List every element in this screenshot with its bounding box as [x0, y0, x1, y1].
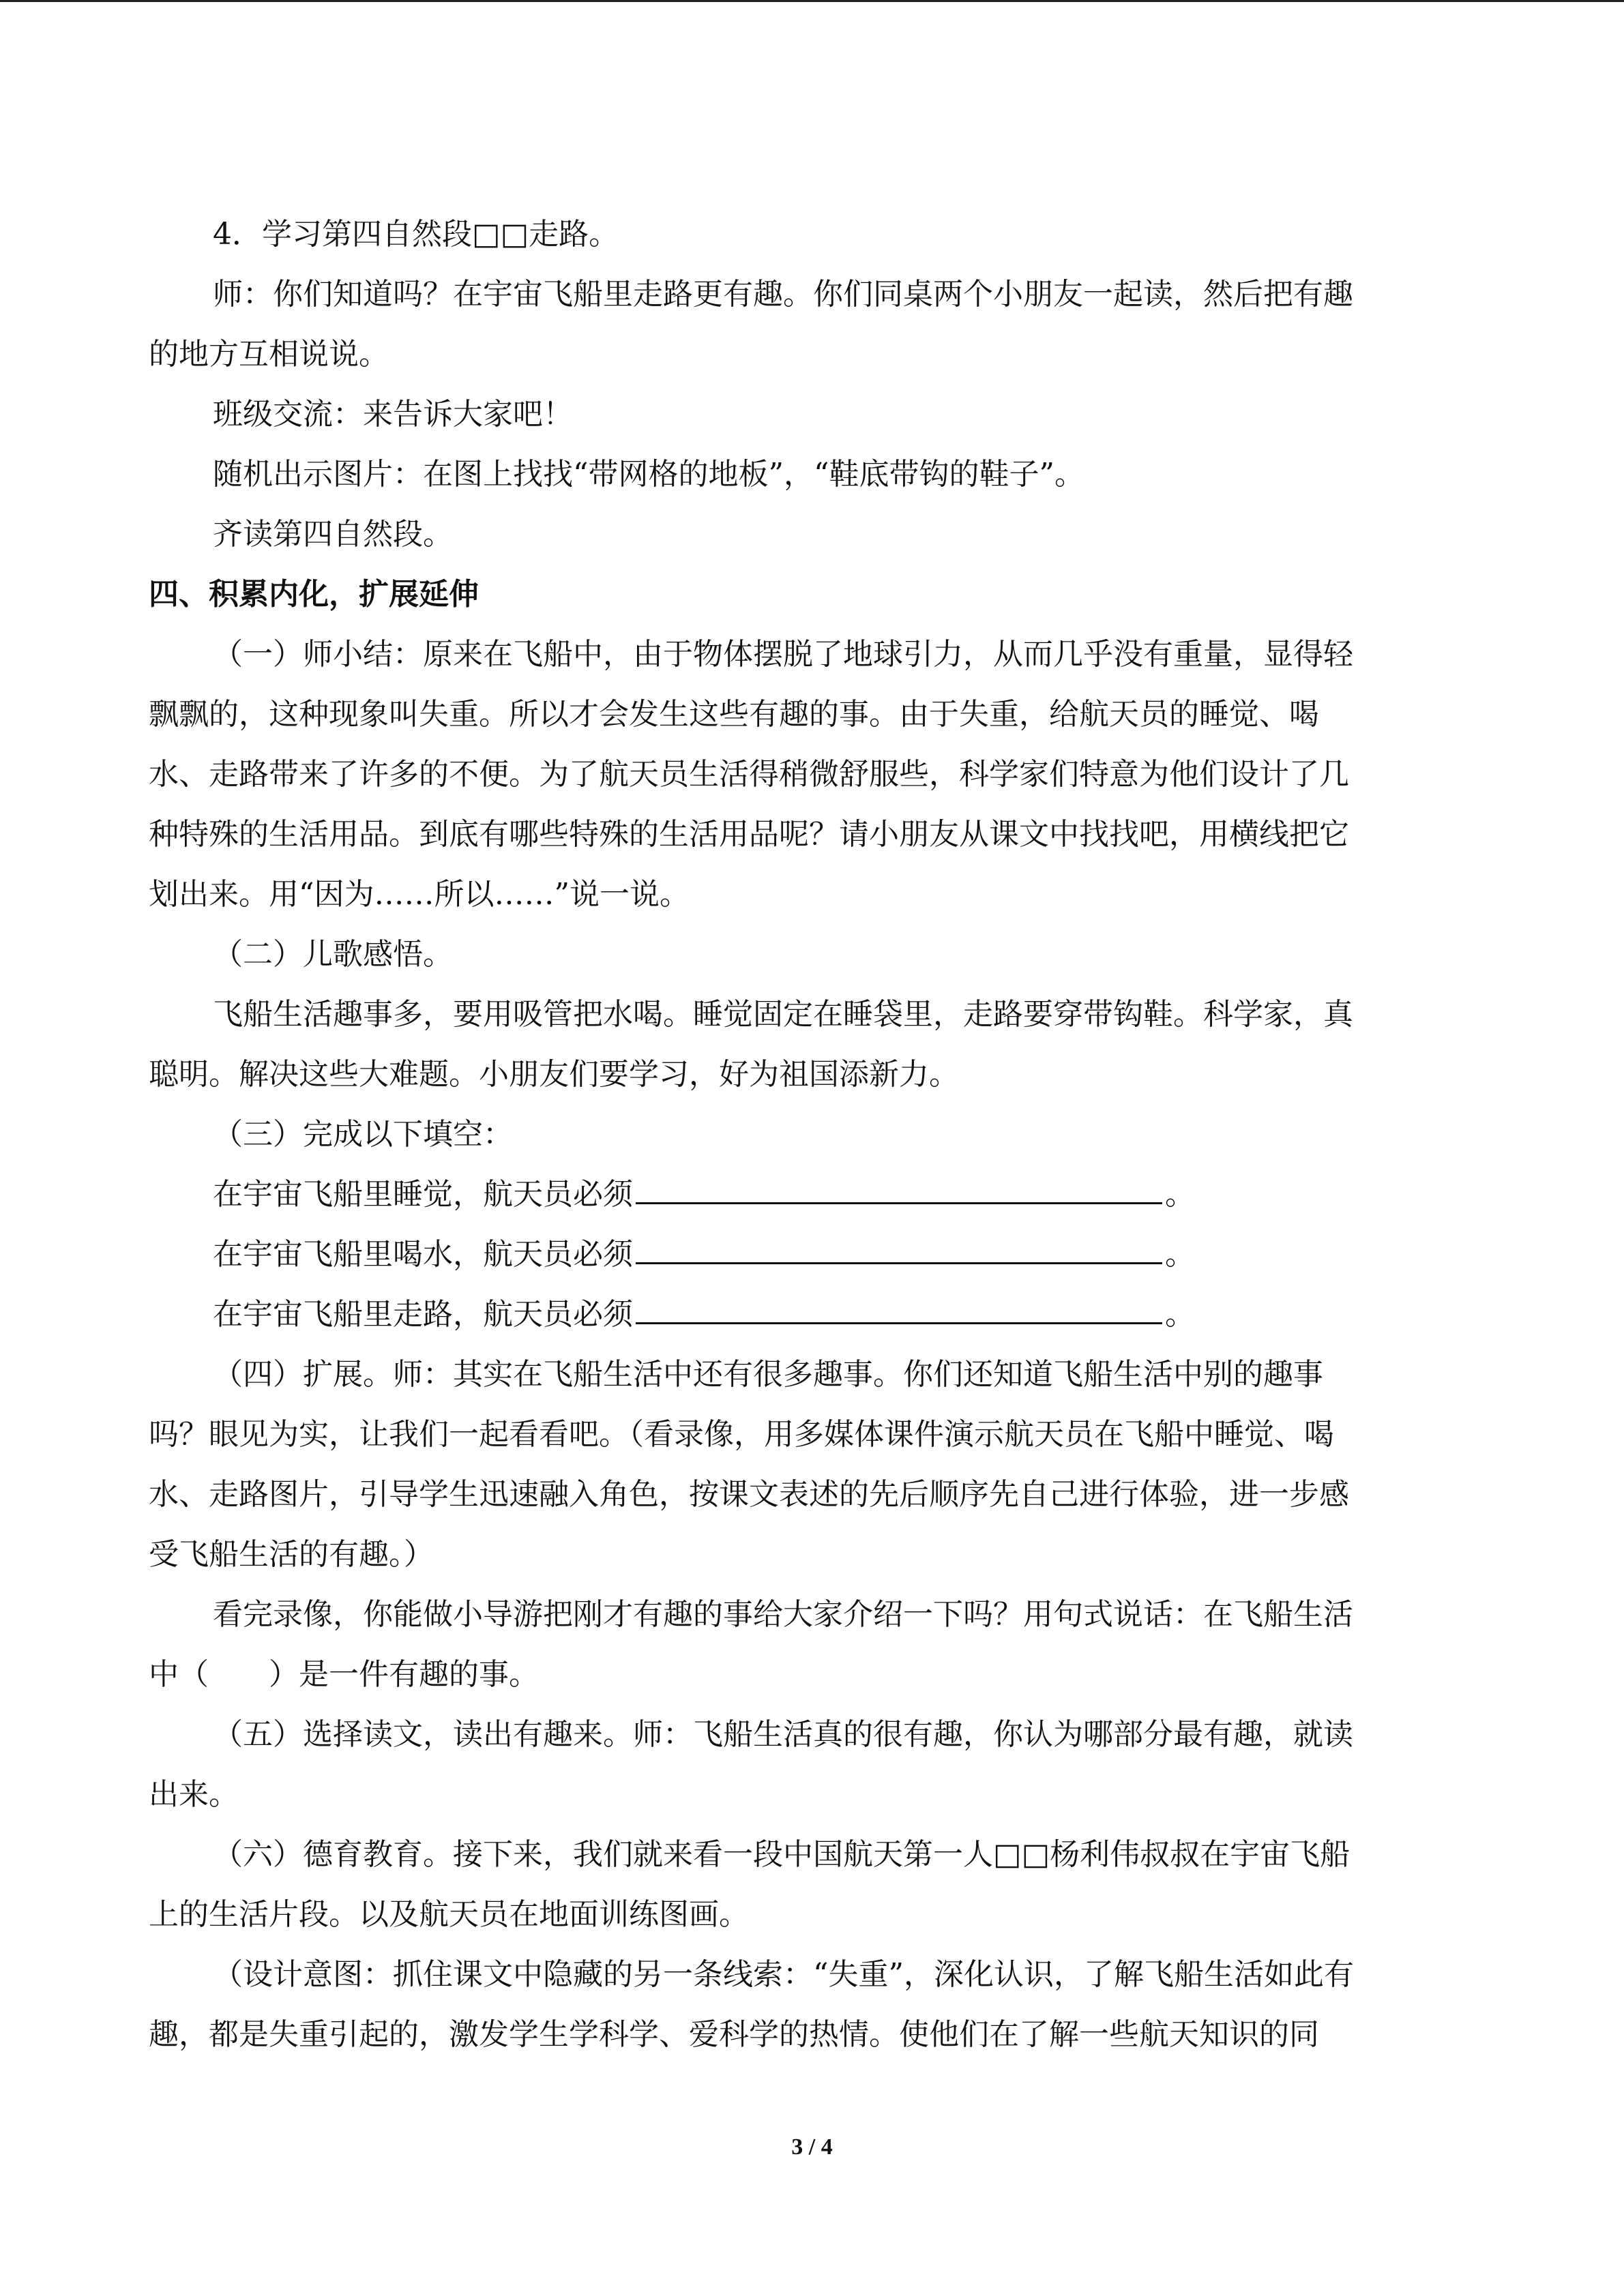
fill-blank-prefix: 在宇宙飞船里睡觉，航天员必须: [213, 1177, 633, 1212]
paragraph-line: 中（ ）是一件有趣的事。: [149, 1657, 539, 1692]
paragraph-line: 水、走路带来了许多的不便。为了航天员生活得稍微舒服些，科学家们特意为他们设计了几: [149, 757, 1349, 792]
paragraph-line: 吗？眼见为实，让我们一起看看吧。（看录像，用多媒体课件演示航天员在飞船中睡觉、喝: [149, 1417, 1334, 1452]
paragraph-line: 随机出示图片：在图上找找“带网格的地板”，“鞋底带钩的鞋子”。: [213, 457, 1084, 492]
paragraph-line: 聪明。解决这些大难题。小朋友们要学习，好为祖国添新力。: [149, 1057, 959, 1092]
paragraph-line: 师：你们知道吗？在宇宙飞船里走路更有趣。你们同桌两个小朋友一起读，然后把有趣: [213, 277, 1353, 312]
fill-blank-suffix: 。: [1165, 1177, 1195, 1212]
paragraph-line: （三）完成以下填空：: [213, 1117, 513, 1152]
paragraph-line: （六）德育教育。接下来，我们就来看一段中国航天第一人□□杨利伟叔叔在宇宙飞船: [213, 1837, 1350, 1872]
section-heading: 四、积累内化，扩展延伸: [149, 577, 479, 612]
paragraph-line: 看完录像，你能做小导游把刚才有趣的事给大家介绍一下吗？用句式说话：在飞船生活: [213, 1597, 1353, 1632]
paragraph-line: （一）师小结：原来在飞船中，由于物体摆脱了地球引力，从而几乎没有重量，显得轻: [213, 637, 1353, 672]
page-number: 3 / 4: [791, 2134, 833, 2160]
paragraph-line: 划出来。用“因为……所以……”说一说。: [149, 877, 690, 912]
fill-blank-line[interactable]: [636, 1175, 1162, 1204]
paragraph-line: 的地方互相说说。: [149, 337, 389, 372]
fill-blank-row: [149, 1225, 1475, 1285]
paragraph-line: 飞船生活趣事多，要用吸管把水喝。睡觉固定在睡袋里，走路要穿带钩鞋。科学家，真: [213, 997, 1353, 1032]
fill-blank-row: [149, 1285, 1475, 1345]
paragraph-line: 趣，都是失重引起的，激发学生学科学、爱科学的热情。使他们在了解一些航天知识的同: [149, 2017, 1319, 2052]
paragraph-line: （设计意图：抓住课文中隐藏的另一条线索：“失重”，深化认识，了解飞船生活如此有: [213, 1957, 1354, 1992]
top-rule: [0, 0, 1624, 2]
paragraph-line: 出来。: [149, 1777, 239, 1812]
fill-blank-row: [149, 1165, 1475, 1225]
fill-blank-prefix: 在宇宙飞船里走路，航天员必须: [213, 1297, 633, 1332]
paragraph-line: 齐读第四自然段。: [213, 517, 453, 552]
paragraph-line: 4．学习第四自然段□□走路。: [213, 217, 619, 252]
paragraph-line: （二）儿歌感悟。: [213, 937, 453, 972]
paragraph-line: 种特殊的生活用品。到底有哪些特殊的生活用品呢？请小朋友从课文中找找吧，用横线把它: [149, 817, 1349, 852]
paragraph-line: （五）选择读文，读出有趣来。师：飞船生活真的很有趣，你认为哪部分最有趣，就读: [213, 1717, 1353, 1752]
fill-blank-prefix: 在宇宙飞船里喝水，航天员必须: [213, 1237, 633, 1272]
paragraph-line: 飘飘的，这种现象叫失重。所以才会发生这些有趣的事。由于失重，给航天员的睡觉、喝: [149, 697, 1319, 732]
fill-blank-suffix: 。: [1165, 1237, 1195, 1272]
document-body: [149, 205, 1475, 2065]
fill-blank-suffix: 。: [1165, 1297, 1195, 1332]
paragraph-line: 上的生活片段。以及航天员在地面训练图画。: [149, 1897, 749, 1932]
fill-blank-line[interactable]: [636, 1235, 1162, 1264]
paragraph-line: （四）扩展。师：其实在飞船生活中还有很多趣事。你们还知道飞船生活中别的趣事: [213, 1357, 1323, 1392]
paragraph-line: 班级交流：来告诉大家吧！: [213, 397, 573, 432]
paragraph-line: 水、走路图片，引导学生迅速融入角色，按课文表述的先后顺序先自己进行体验，进一步感: [149, 1477, 1349, 1512]
paragraph-line: 受飞船生活的有趣。）: [149, 1537, 434, 1572]
fill-blank-line[interactable]: [636, 1295, 1162, 1324]
